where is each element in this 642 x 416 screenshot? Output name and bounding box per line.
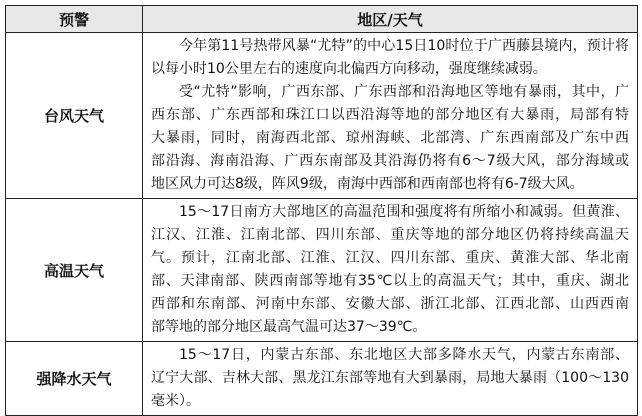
row-content <box>143 33 638 199</box>
table-row <box>6 199 638 342</box>
text-line: 江汉、江淮、江南北部、四川东部、重庆等地的部分地区仍将持续高温天 <box>151 227 629 243</box>
text-line: 今年第11号热带风暴“尤特”的中心15日10时位于广西藤县境内，预计将 <box>179 38 629 54</box>
row-label: 高温天气 <box>6 199 143 342</box>
text-line: 气。预计，江南北部、江淮、江汉、四川东部、重庆、黄淮大部、华北南 <box>151 250 629 266</box>
row-content <box>143 199 638 342</box>
text-line: 大暴雨，同时，南海西北部、琼州海峡、北部湾、广东西南部及广东中西 <box>151 130 629 146</box>
header-warning: 预警 <box>6 6 143 33</box>
text-line: 地区风力可达8级，阵风9级，南海中西部和西南部也将有6-7级大风。 <box>151 176 584 192</box>
text-line: 受“尤特”影响，广西东部、广东西部和沿海地区等地有暴雨，其中，广 <box>179 84 629 100</box>
text-line: 15～17日，内蒙古东部、东北地区大部多降水天气，内蒙古东南部、 <box>179 347 629 363</box>
text-line: 部沿海、海南沿海、广西东南部及其沿海仍将有6～7级大风，部分海域或 <box>151 153 629 169</box>
row-label: 台风天气 <box>6 33 143 199</box>
table-row <box>6 342 638 416</box>
text-line: 毫米）。 <box>151 393 200 409</box>
text-line: 西东部、广东西部和珠江口以西沿海等地的部分地区有大暴雨，局部有特 <box>151 107 629 123</box>
text-line: 以每小时10公里左右的速度向北偏西方向移动，强度继续减弱。 <box>151 61 547 77</box>
row-content <box>143 342 638 416</box>
text-line: 部、天津南部、陕西南部等地有35℃以上的高温天气；其中，重庆、湖北 <box>151 273 629 289</box>
text-line: 部等地的部分地区最高气温可达37～39℃。 <box>151 319 427 335</box>
header-region-weather: 地区/天气 <box>143 6 638 33</box>
table-row <box>6 33 638 199</box>
header-row <box>6 6 638 33</box>
weather-warning-table <box>5 5 638 416</box>
text-line: 西部和东南部、河南中东部、安徽大部、浙江北部、江西北部、山西西南 <box>151 296 629 312</box>
text-line: 辽宁大部、吉林大部、黑龙江东部等地有大到暴雨，局地大暴雨（100～130 <box>151 370 629 386</box>
row-label: 强降水天气 <box>6 342 143 416</box>
text-line: 15～17日南方大部地区的高温范围和强度将有所缩小和减弱。但黄淮、 <box>179 204 629 220</box>
